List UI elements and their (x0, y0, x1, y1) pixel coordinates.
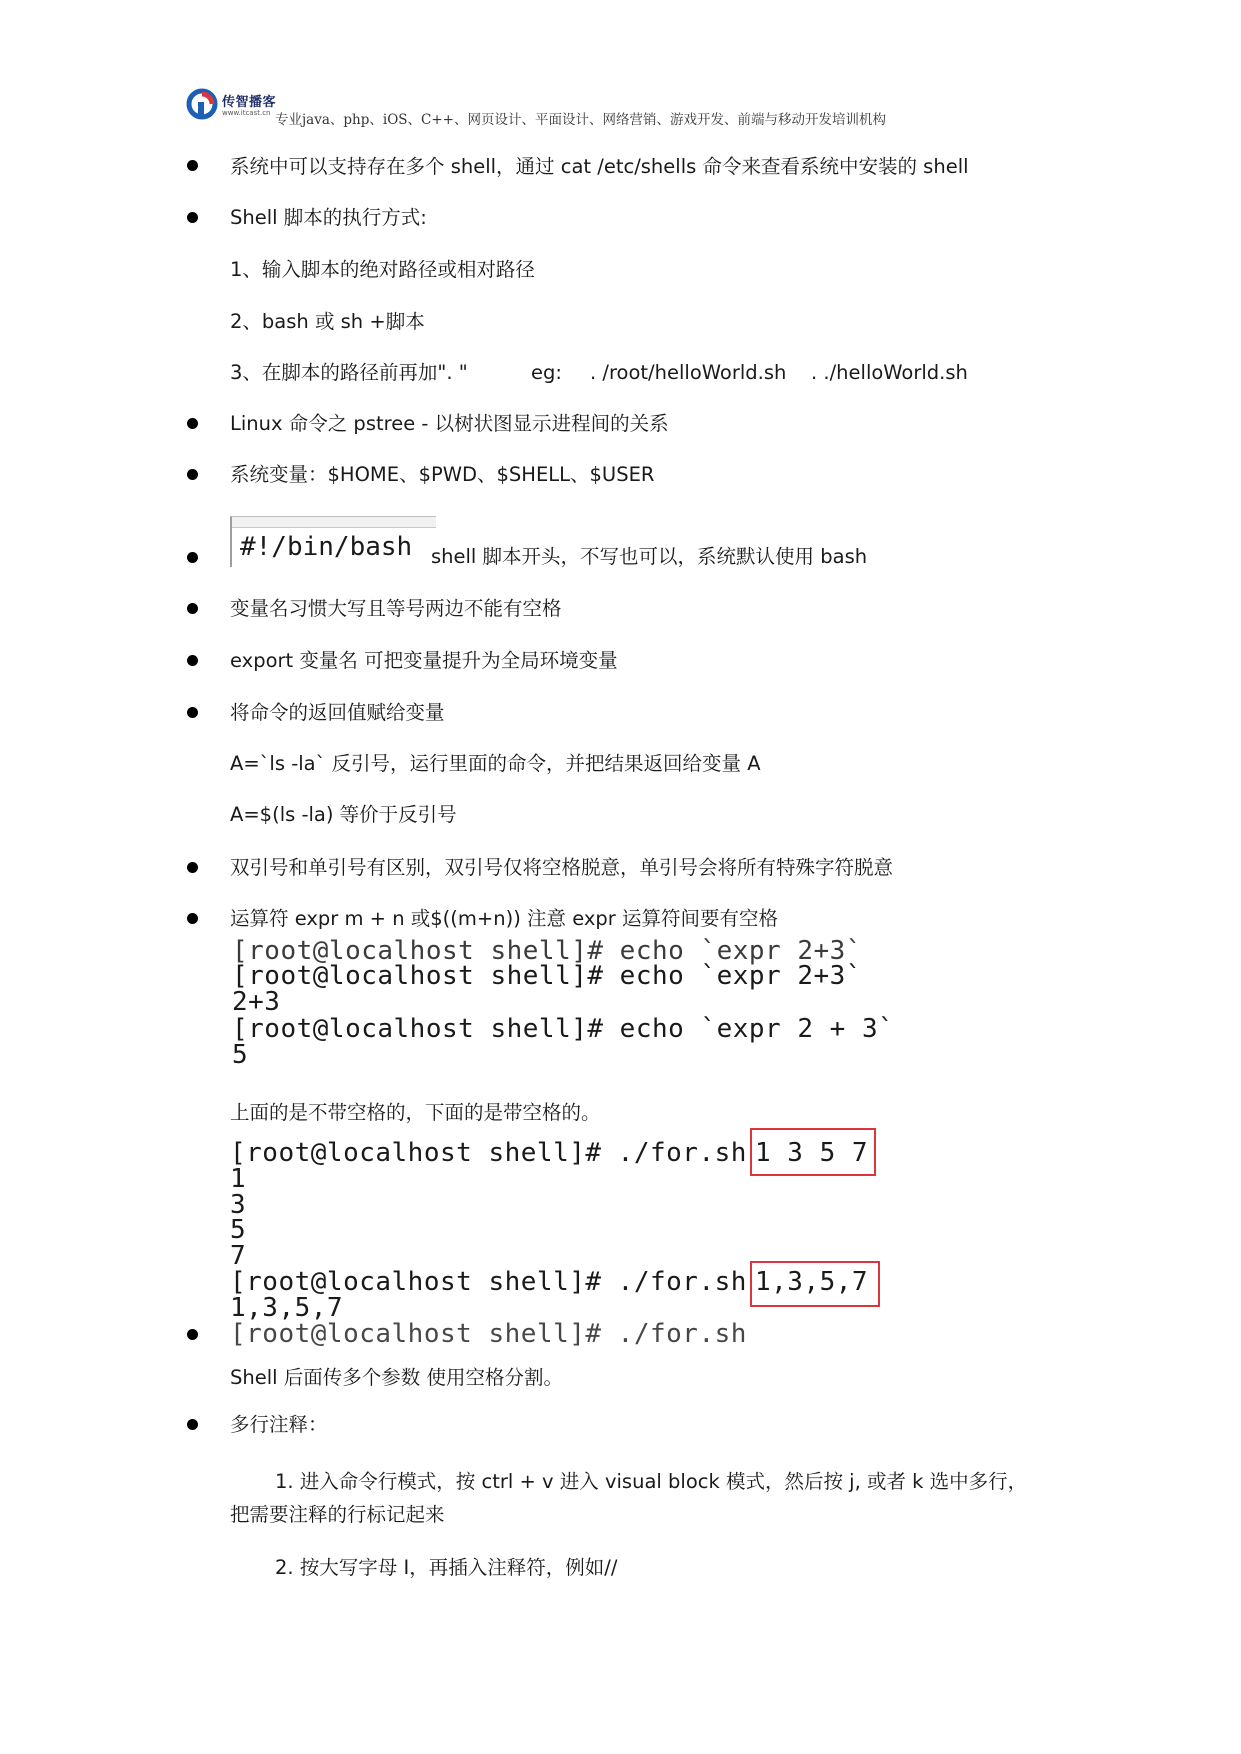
logo-url: www.itcast.cn (222, 109, 271, 117)
terminal-line: [root@localhost shell]# ./for.sh (230, 1267, 747, 1297)
text-line: Shell 脚本的执行方式: (230, 206, 427, 229)
logo-name: 传智播客 (222, 95, 277, 110)
bullet-icon (187, 552, 198, 563)
bullet-icon (187, 418, 198, 429)
text-line: 多行注释： (230, 1413, 328, 1436)
expr-terminal-screenshot (232, 936, 912, 1075)
bullet-icon (187, 913, 198, 924)
terminal-line: 3 (230, 1190, 247, 1220)
text-line: 1. 进入命令行模式，按 ctrl + v 进入 visual block 模式，然后按 j, 或者 k 选中多行， (275, 1470, 1028, 1493)
terminal-line: 2+3 (232, 987, 281, 1017)
bullet-icon (187, 160, 198, 171)
text-line: 2. 按大写字母 I，再插入注释符，例如// (275, 1556, 618, 1579)
itcast-logo-icon (186, 88, 220, 120)
bullet-icon (187, 655, 198, 666)
text-line: 系统变量：$HOME、$PWD、$SHELL、$USER (230, 463, 655, 486)
terminal-line: [root@localhost shell]# echo `expr 2 + 3` (232, 1014, 895, 1044)
text-line: export 变量名 可把变量提升为全局环境变量 (230, 649, 618, 672)
terminal-cut-line: [root@localhost shell]# echo `expr 2+3` (232, 936, 862, 966)
text-line: 3、在脚本的路径前再加". " (230, 361, 468, 384)
bullet-icon (187, 603, 198, 614)
terminal-line: 5 (230, 1215, 247, 1245)
terminal-line: 1 (230, 1164, 247, 1194)
text-line: 把需要注释的行标记起来 (230, 1503, 445, 1526)
terminal-line: 7 (230, 1241, 247, 1271)
bullet-icon (187, 862, 198, 873)
text-line: 将命令的返回值赋给变量 (230, 701, 445, 724)
terminal-cut-line: [root@localhost shell]# ./for.sh (230, 1319, 747, 1349)
header-tagline: 专业java、php、iOS、C++、网页设计、平面设计、网络营销、游戏开发、前端与移动开发培训机构 (275, 112, 886, 128)
screenshot-toolbar (232, 517, 436, 528)
highlight-box (750, 1128, 876, 1176)
bullet-icon (187, 707, 198, 718)
text-line: . ./helloWorld.sh (811, 361, 968, 384)
text-line: 1、输入脚本的绝对路径或相对路径 (230, 258, 535, 281)
text-line: 系统中可以支持存在多个 shell，通过 cat /etc/shells 命令来查看系统中安装的 shell (230, 155, 969, 178)
terminal-line: [root@localhost shell]# echo `expr 2+3` (232, 961, 862, 991)
bullet-icon (187, 469, 198, 480)
text-line: 2、bash 或 sh +脚本 (230, 310, 425, 333)
text-line: eg: (531, 361, 562, 384)
text-line: 变量名习惯大写且等号两边不能有空格 (230, 597, 562, 620)
text-line: A=$(ls -la) 等价于反引号 (230, 803, 457, 826)
text-line: A=`ls -la` 反引号，运行里面的命令，并把结果返回给变量 A (230, 752, 761, 775)
terminal-args: 1 3 5 7 (755, 1138, 869, 1168)
shebang-text: #!/bin/bash (240, 532, 413, 562)
terminal-args: 1,3,5,7 (755, 1267, 869, 1297)
terminal-line: [root@localhost shell]# ./for.sh (230, 1138, 747, 1168)
logo (186, 88, 277, 124)
terminal-line: 5 (232, 1040, 249, 1070)
for-terminal-screenshot (230, 1138, 910, 1349)
bullet-icon (187, 1419, 198, 1430)
bullet-icon (187, 212, 198, 223)
text-line: shell 脚本开头，不写也可以，系统默认使用 bash (431, 545, 868, 568)
highlight-box (750, 1261, 880, 1307)
text-line: 上面的是不带空格的，下面的是带空格的。 (230, 1101, 601, 1124)
text-line: 运算符 expr m + n 或$((m+n)) 注意 expr 运算符间要有空格 (230, 907, 778, 930)
terminal-line: 1,3,5,7 (230, 1293, 344, 1323)
shebang-screenshot (230, 516, 436, 567)
text-line: Linux 命令之 pstree - 以树状图显示进程间的关系 (230, 412, 669, 435)
text-line: Shell 后面传多个参数 使用空格分割。 (230, 1366, 563, 1389)
text-line: . /root/helloWorld.sh (590, 361, 787, 384)
bullet-icon (187, 1329, 198, 1340)
text-line: 双引号和单引号有区别，双引号仅将空格脱意，单引号会将所有特殊字符脱意 (230, 856, 894, 879)
